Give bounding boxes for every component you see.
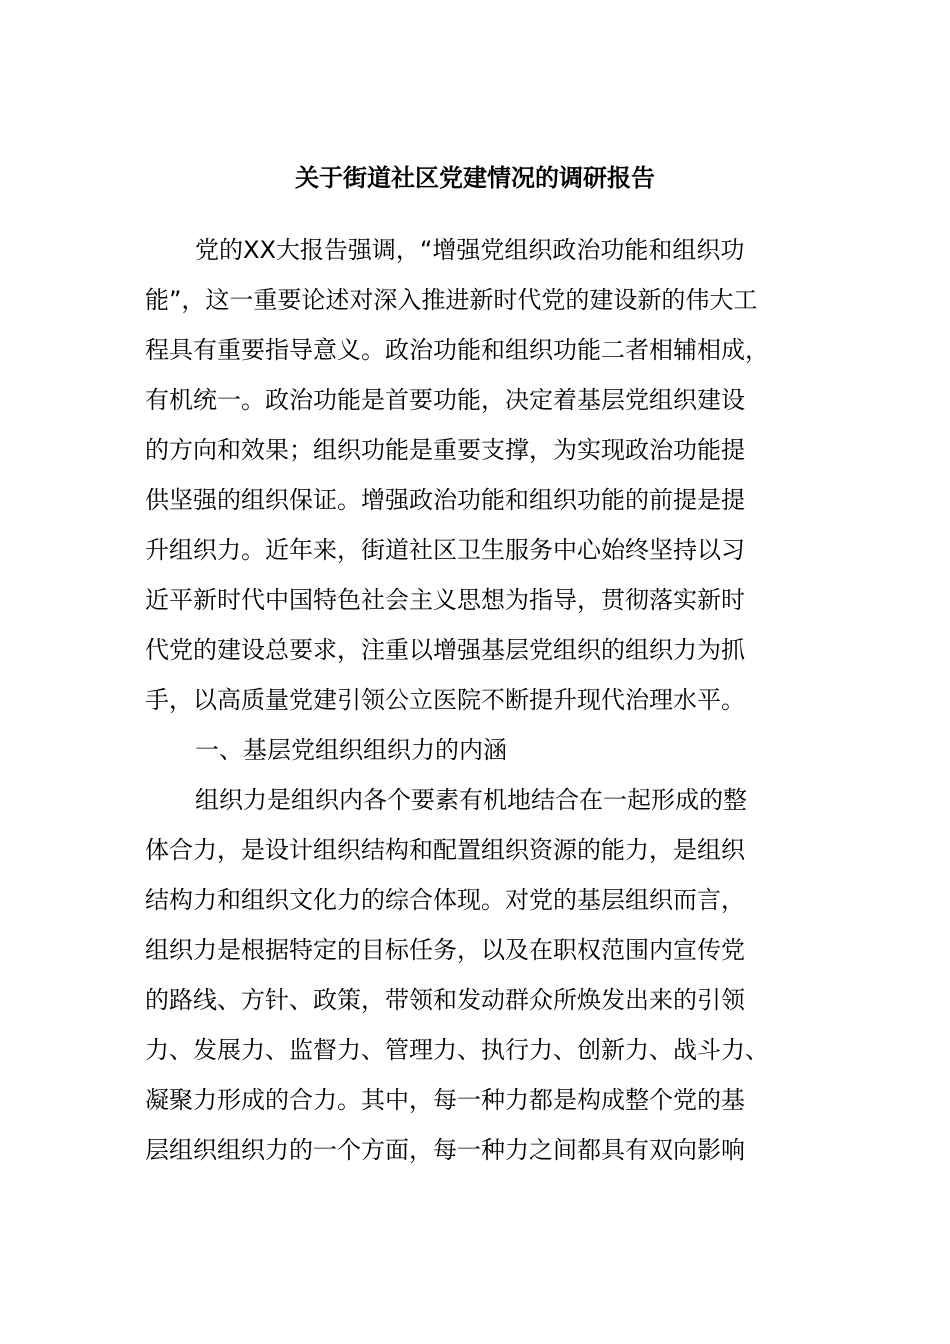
- paragraph-line: 的路线、方针、政策，带领和发动群众所焕发出来的引领: [145, 986, 745, 1014]
- paragraph-line: 近平新时代中国特色社会主义思想为指导，贯彻落实新时: [145, 586, 745, 614]
- paragraph-line: 程具有重要指导意义。政治功能和组织功能二者相辅相成，: [145, 336, 769, 364]
- section-heading: 一、基层党组织组织力的内涵: [195, 736, 507, 764]
- paragraph-line: 有机统一。政治功能是首要功能，决定着基层党组织建设: [145, 386, 745, 414]
- paragraph-line: 代党的建设总要求，注重以增强基层党组织的组织力为抓: [145, 636, 745, 664]
- paragraph-line: 供坚强的组织保证。增强政治功能和组织功能的前提是提: [145, 486, 745, 514]
- paragraph-line: 体合力，是设计组织结构和配置组织资源的能力，是组织: [145, 836, 745, 864]
- paragraph-line: 结构力和组织文化力的综合体现。对党的基层组织而言，: [145, 886, 745, 914]
- document-title: 关于街道社区党建情况的调研报告: [295, 164, 655, 192]
- paragraph-line: 力、发展力、监督力、管理力、执行力、创新力、战斗力、: [145, 1036, 769, 1064]
- paragraph-line: 能”，这一重要论述对深入推进新时代党的建设新的伟大工: [145, 286, 758, 314]
- paragraph-line: 组织力是根据特定的目标任务，以及在职权范围内宣传党: [145, 936, 745, 964]
- paragraph-line: 层组织组织力的一个方面，每一种力之间都具有双向影响: [145, 1136, 745, 1164]
- paragraph-line: 党的XX大报告强调，“增强党组织政治功能和组织功: [195, 236, 745, 264]
- paragraph-line: 凝聚力形成的合力。其中，每一种力都是构成整个党的基: [145, 1086, 745, 1114]
- paragraph-line: 组织力是组织内各个要素有机地结合在一起形成的整: [195, 786, 747, 814]
- paragraph-line: 的方向和效果；组织功能是重要支撑，为实现政治功能提: [145, 436, 745, 464]
- paragraph-line: 手，以高质量党建引领公立医院不断提升现代治理水平。: [145, 686, 745, 714]
- paragraph-line: 升组织力。近年来，街道社区卫生服务中心始终坚持以习: [145, 536, 745, 564]
- document-body: [145, 225, 805, 1175]
